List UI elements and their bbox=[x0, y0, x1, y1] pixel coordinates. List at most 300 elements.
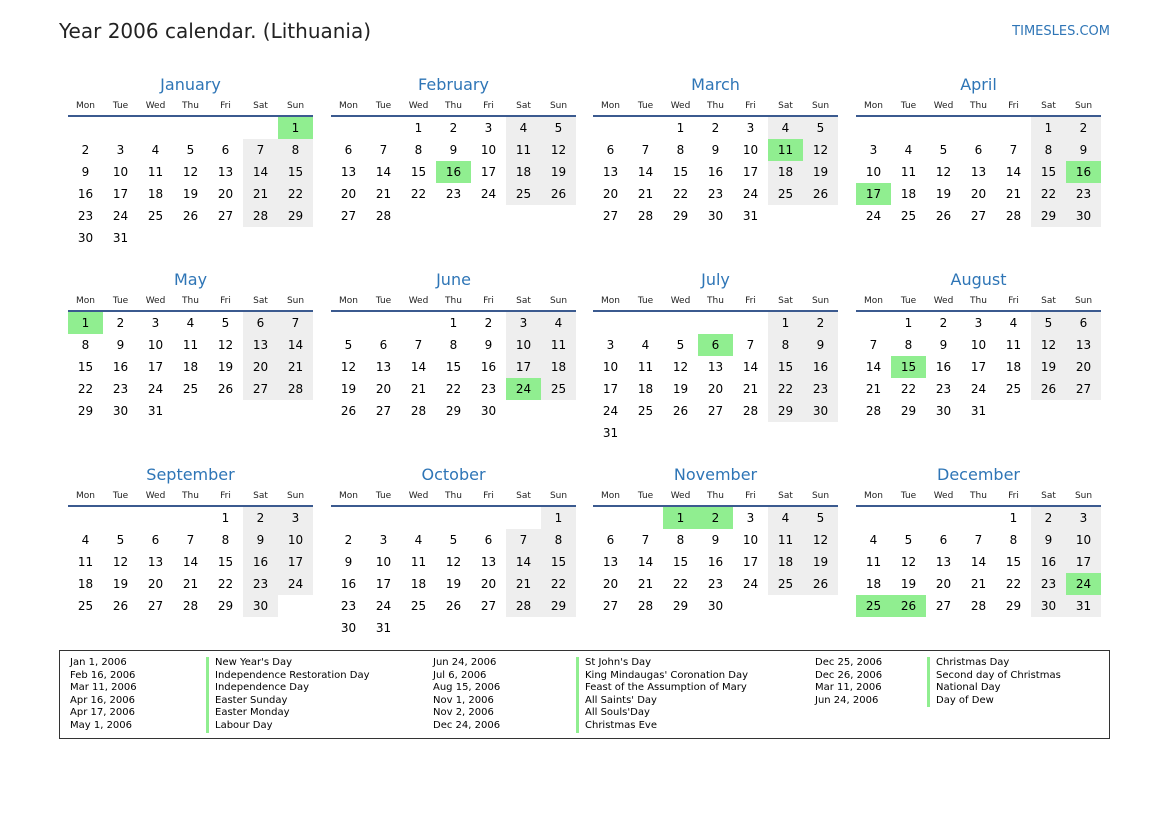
day-cell: 13 bbox=[602, 165, 619, 179]
day-cell: 14 bbox=[637, 555, 654, 569]
day-cell: 18 bbox=[1005, 360, 1022, 374]
weekday-label: Thu bbox=[445, 491, 462, 501]
day-cell: 17 bbox=[742, 555, 759, 569]
day-cell: 14 bbox=[1005, 165, 1022, 179]
weekday-label: Fri bbox=[745, 491, 756, 501]
day-cell: 21 bbox=[637, 577, 654, 591]
day-cell: 3 bbox=[506, 312, 541, 334]
day-grid bbox=[593, 312, 838, 444]
weekday-label: Sun bbox=[286, 296, 305, 306]
day-cell: 1 bbox=[221, 511, 230, 525]
day-cell: 25 bbox=[147, 209, 164, 223]
weekday-label: Sat bbox=[1041, 101, 1056, 111]
day-cell: 22 bbox=[672, 577, 689, 591]
day-cell: 5 bbox=[803, 507, 838, 529]
day-cell: 17 bbox=[742, 165, 759, 179]
day-cell: 22 bbox=[445, 382, 462, 396]
day-cell: 2 bbox=[116, 316, 125, 330]
legend-date: Feb 16, 2006 bbox=[70, 669, 136, 681]
weekday-header bbox=[68, 487, 313, 507]
day-cell: 28 bbox=[1005, 209, 1022, 223]
weekday-header bbox=[856, 97, 1101, 117]
day-cell: 15 bbox=[410, 165, 427, 179]
day-cell: 5 bbox=[939, 143, 948, 157]
day-cell: 27 bbox=[602, 209, 619, 223]
day-cell: 28 bbox=[970, 599, 987, 613]
day-cell: 14 bbox=[970, 555, 987, 569]
weekday-label: Wed bbox=[408, 296, 429, 306]
legend-holiday-name: Labour Day bbox=[206, 720, 370, 733]
legend-name-column bbox=[206, 657, 370, 733]
day-cell: 6 bbox=[939, 533, 948, 547]
day-cell: 4 bbox=[1009, 316, 1018, 330]
day-cell: 17 bbox=[970, 360, 987, 374]
day-cell: 8 bbox=[676, 143, 685, 157]
day-cell: 9 bbox=[116, 338, 125, 352]
day-cell: 13 bbox=[480, 555, 497, 569]
day-cell: 7 bbox=[506, 529, 541, 551]
weekday-label: Sun bbox=[1074, 101, 1093, 111]
weekday-label: Tue bbox=[375, 101, 392, 111]
day-cell: 5 bbox=[344, 338, 353, 352]
day-cell: 26 bbox=[340, 404, 357, 418]
day-cell: 6 bbox=[484, 533, 493, 547]
day-cell: 23 bbox=[935, 382, 952, 396]
day-grid bbox=[68, 117, 313, 249]
day-cell: 3 bbox=[746, 121, 755, 135]
legend-holiday-name: New Year's Day bbox=[206, 657, 370, 670]
weekday-label: Sat bbox=[1041, 491, 1056, 501]
day-cell: 15 bbox=[672, 165, 689, 179]
day-cell: 12 bbox=[803, 139, 838, 161]
legend-date-column bbox=[70, 657, 137, 733]
day-cell: 24 bbox=[865, 209, 882, 223]
site-link[interactable]: TIMESLES.COM bbox=[1012, 24, 1110, 39]
weekday-label: Thu bbox=[445, 296, 462, 306]
month-april bbox=[856, 74, 1101, 249]
day-cell: 6 bbox=[221, 143, 230, 157]
weekday-label: Sat bbox=[253, 296, 268, 306]
day-cell: 10 bbox=[506, 334, 541, 356]
day-cell: 10 bbox=[742, 143, 759, 157]
weekday-label: Tue bbox=[112, 101, 129, 111]
day-cell: 9 bbox=[803, 334, 838, 356]
day-cell: 2 bbox=[1031, 507, 1066, 529]
day-cell: 27 bbox=[935, 599, 952, 613]
legend-date: Jun 24, 2006 bbox=[815, 694, 879, 706]
month-june bbox=[331, 269, 576, 444]
weekday-header bbox=[331, 97, 576, 117]
day-cell: 29 bbox=[217, 599, 234, 613]
month-name: May bbox=[173, 270, 208, 289]
day-cell: 3 bbox=[869, 143, 878, 157]
day-cell: 16 bbox=[803, 356, 838, 378]
legend-date-column bbox=[433, 657, 500, 733]
day-cell: 26 bbox=[541, 183, 576, 205]
day-cell: 14 bbox=[182, 555, 199, 569]
day-cell: 21 bbox=[410, 382, 427, 396]
day-cell: 28 bbox=[278, 378, 313, 400]
day-cell: 8 bbox=[449, 338, 458, 352]
day-cell: 29 bbox=[1005, 599, 1022, 613]
month-name: November bbox=[673, 465, 758, 484]
weekday-label: Wed bbox=[145, 101, 166, 111]
day-cell: 25 bbox=[768, 573, 803, 595]
holiday-day-cell: 24 bbox=[506, 378, 541, 400]
weekday-label: Tue bbox=[637, 491, 654, 501]
day-grid bbox=[331, 312, 576, 444]
day-cell: 19 bbox=[541, 161, 576, 183]
weekday-label: Sat bbox=[516, 101, 531, 111]
day-cell: 20 bbox=[602, 187, 619, 201]
day-cell: 15 bbox=[217, 555, 234, 569]
day-cell: 28 bbox=[742, 404, 759, 418]
day-cell: 11 bbox=[182, 338, 199, 352]
weekday-label: Sat bbox=[778, 491, 793, 501]
day-cell: 13 bbox=[340, 165, 357, 179]
weekday-label: Sat bbox=[253, 101, 268, 111]
day-cell: 26 bbox=[182, 209, 199, 223]
day-cell: 19 bbox=[803, 161, 838, 183]
day-cell: 14 bbox=[506, 551, 541, 573]
day-cell: 25 bbox=[182, 382, 199, 396]
day-cell: 22 bbox=[541, 573, 576, 595]
day-cell: 30 bbox=[935, 404, 952, 418]
day-cell: 8 bbox=[904, 338, 913, 352]
day-cell: 14 bbox=[410, 360, 427, 374]
day-cell: 13 bbox=[147, 555, 164, 569]
day-cell: 17 bbox=[1066, 551, 1101, 573]
day-cell: 21 bbox=[970, 577, 987, 591]
weekday-label: Wed bbox=[408, 491, 429, 501]
month-may bbox=[68, 269, 313, 444]
day-cell: 24 bbox=[147, 382, 164, 396]
day-cell: 2 bbox=[81, 143, 90, 157]
day-cell: 8 bbox=[768, 334, 803, 356]
weekday-label: Fri bbox=[745, 296, 756, 306]
legend-holiday-name: Easter Sunday bbox=[206, 695, 370, 708]
weekday-label: Thu bbox=[707, 491, 724, 501]
holiday-day-cell: 16 bbox=[436, 161, 471, 183]
day-cell: 19 bbox=[900, 577, 917, 591]
weekday-label: Mon bbox=[76, 491, 95, 501]
month-name: July bbox=[701, 270, 730, 289]
holiday-day-cell: 6 bbox=[698, 334, 733, 356]
day-cell: 9 bbox=[711, 533, 720, 547]
day-cell: 22 bbox=[672, 187, 689, 201]
day-cell: 19 bbox=[935, 187, 952, 201]
day-cell: 9 bbox=[1066, 139, 1101, 161]
day-cell: 29 bbox=[672, 209, 689, 223]
day-cell: 13 bbox=[707, 360, 724, 374]
day-cell: 5 bbox=[221, 316, 230, 330]
day-cell: 3 bbox=[1066, 507, 1101, 529]
legend-date: Jul 6, 2006 bbox=[433, 669, 487, 681]
weekday-label: Wed bbox=[670, 296, 691, 306]
day-cell: 20 bbox=[243, 356, 278, 378]
day-cell: 4 bbox=[151, 143, 160, 157]
day-cell: 23 bbox=[77, 209, 94, 223]
day-cell: 8 bbox=[221, 533, 230, 547]
day-cell: 9 bbox=[243, 529, 278, 551]
day-cell: 4 bbox=[768, 117, 803, 139]
month-name: September bbox=[146, 465, 235, 484]
day-cell: 11 bbox=[865, 555, 882, 569]
day-cell: 10 bbox=[1066, 529, 1101, 551]
weekday-label: Mon bbox=[601, 491, 620, 501]
day-cell: 19 bbox=[672, 382, 689, 396]
legend-date: Mar 11, 2006 bbox=[815, 682, 882, 694]
legend-holiday-name: All Souls'Day bbox=[576, 707, 748, 720]
day-cell: 19 bbox=[1031, 356, 1066, 378]
weekday-label: Tue bbox=[637, 296, 654, 306]
weekday-header bbox=[593, 292, 838, 312]
legend-date: Apr 17, 2006 bbox=[70, 707, 136, 719]
day-cell: 28 bbox=[375, 209, 392, 223]
legend-date: May 1, 2006 bbox=[70, 719, 133, 731]
day-cell: 22 bbox=[217, 577, 234, 591]
day-cell: 1 bbox=[1031, 117, 1066, 139]
day-cell: 23 bbox=[112, 382, 129, 396]
month-name: February bbox=[418, 75, 489, 94]
month-name: October bbox=[421, 465, 486, 484]
day-cell: 18 bbox=[768, 161, 803, 183]
day-cell: 18 bbox=[182, 360, 199, 374]
day-cell: 9 bbox=[484, 338, 493, 352]
day-cell: 30 bbox=[77, 231, 94, 245]
month-september bbox=[68, 464, 313, 639]
day-cell: 26 bbox=[935, 209, 952, 223]
day-cell: 10 bbox=[112, 165, 129, 179]
month-name: March bbox=[691, 75, 740, 94]
day-cell: 12 bbox=[672, 360, 689, 374]
day-cell: 13 bbox=[217, 165, 234, 179]
day-cell: 15 bbox=[1031, 161, 1066, 183]
day-cell: 5 bbox=[904, 533, 913, 547]
day-cell: 3 bbox=[606, 338, 615, 352]
day-cell: 13 bbox=[602, 555, 619, 569]
day-cell: 27 bbox=[217, 209, 234, 223]
day-cell: 8 bbox=[1009, 533, 1018, 547]
day-cell: 4 bbox=[414, 533, 423, 547]
day-cell: 11 bbox=[77, 555, 94, 569]
weekday-label: Tue bbox=[375, 491, 392, 501]
day-cell: 14 bbox=[742, 360, 759, 374]
day-cell: 1 bbox=[541, 507, 576, 529]
day-cell: 27 bbox=[147, 599, 164, 613]
day-cell: 15 bbox=[541, 551, 576, 573]
weekday-header bbox=[331, 292, 576, 312]
day-cell: 13 bbox=[375, 360, 392, 374]
day-cell: 21 bbox=[182, 577, 199, 591]
day-cell: 6 bbox=[606, 533, 615, 547]
weekday-label: Sat bbox=[253, 491, 268, 501]
legend-holiday-name: Feast of the Assumption of Mary bbox=[576, 682, 748, 695]
weekday-label: Fri bbox=[220, 491, 231, 501]
weekday-label: Tue bbox=[900, 296, 917, 306]
holiday-day-cell: 2 bbox=[698, 507, 733, 529]
day-cell: 3 bbox=[484, 121, 493, 135]
day-cell: 14 bbox=[243, 161, 278, 183]
day-cell: 24 bbox=[375, 599, 392, 613]
day-cell: 2 bbox=[939, 316, 948, 330]
day-cell: 11 bbox=[1005, 338, 1022, 352]
day-cell: 24 bbox=[112, 209, 129, 223]
day-cell: 15 bbox=[278, 161, 313, 183]
day-cell: 28 bbox=[506, 595, 541, 617]
day-cell: 23 bbox=[707, 187, 724, 201]
weekday-label: Fri bbox=[1008, 296, 1019, 306]
day-cell: 27 bbox=[707, 404, 724, 418]
weekday-label: Thu bbox=[182, 101, 199, 111]
day-cell: 30 bbox=[1066, 205, 1101, 227]
weekday-header bbox=[856, 292, 1101, 312]
day-cell: 30 bbox=[707, 599, 724, 613]
legend-date: Mar 11, 2006 bbox=[70, 682, 137, 694]
day-cell: 30 bbox=[803, 400, 838, 422]
day-cell: 4 bbox=[904, 143, 913, 157]
day-cell: 23 bbox=[480, 382, 497, 396]
day-cell: 2 bbox=[1066, 117, 1101, 139]
day-cell: 4 bbox=[768, 507, 803, 529]
weekday-label: Wed bbox=[145, 296, 166, 306]
day-cell: 14 bbox=[278, 334, 313, 356]
day-cell: 2 bbox=[711, 121, 720, 135]
day-cell: 8 bbox=[278, 139, 313, 161]
weekday-label: Sun bbox=[549, 491, 568, 501]
day-cell: 29 bbox=[541, 595, 576, 617]
holiday-day-cell: 1 bbox=[663, 507, 698, 529]
day-cell: 7 bbox=[379, 143, 388, 157]
legend-date: Dec 26, 2006 bbox=[815, 669, 883, 681]
day-cell: 9 bbox=[449, 143, 458, 157]
weekday-label: Thu bbox=[182, 296, 199, 306]
day-cell: 1 bbox=[1009, 511, 1018, 525]
day-cell: 27 bbox=[970, 209, 987, 223]
day-cell: 29 bbox=[77, 404, 94, 418]
month-july bbox=[593, 269, 838, 444]
day-cell: 17 bbox=[480, 165, 497, 179]
day-cell: 16 bbox=[77, 187, 94, 201]
legend-holiday-name: Christmas Day bbox=[927, 657, 1061, 670]
day-cell: 22 bbox=[77, 382, 94, 396]
day-cell: 23 bbox=[1066, 183, 1101, 205]
legend-holiday-name: Easter Monday bbox=[206, 707, 370, 720]
day-cell: 26 bbox=[803, 573, 838, 595]
weekday-header bbox=[856, 487, 1101, 507]
day-cell: 3 bbox=[151, 316, 160, 330]
legend-holiday-name: National Day bbox=[927, 682, 1061, 695]
month-march bbox=[593, 74, 838, 249]
day-cell: 28 bbox=[865, 404, 882, 418]
weekday-label: Tue bbox=[637, 101, 654, 111]
weekday-header bbox=[593, 487, 838, 507]
day-cell: 23 bbox=[243, 573, 278, 595]
day-cell: 10 bbox=[742, 533, 759, 547]
day-cell: 7 bbox=[746, 338, 755, 352]
weekday-label: Wed bbox=[670, 491, 691, 501]
day-cell: 2 bbox=[803, 312, 838, 334]
legend-date: Aug 15, 2006 bbox=[433, 682, 501, 694]
day-cell: 31 bbox=[742, 209, 759, 223]
weekday-label: Mon bbox=[76, 296, 95, 306]
month-name: December bbox=[937, 465, 1020, 484]
day-cell: 19 bbox=[217, 360, 234, 374]
weekday-label: Tue bbox=[900, 101, 917, 111]
day-cell: 2 bbox=[344, 533, 353, 547]
weekday-label: Fri bbox=[220, 296, 231, 306]
day-cell: 24 bbox=[602, 404, 619, 418]
day-grid bbox=[331, 507, 576, 639]
day-cell: 20 bbox=[340, 187, 357, 201]
day-cell: 14 bbox=[637, 165, 654, 179]
day-cell: 17 bbox=[375, 577, 392, 591]
day-cell: 23 bbox=[803, 378, 838, 400]
day-cell: 6 bbox=[243, 312, 278, 334]
month-november bbox=[593, 464, 838, 639]
day-cell: 11 bbox=[410, 555, 427, 569]
day-cell: 26 bbox=[1031, 378, 1066, 400]
day-cell: 11 bbox=[637, 360, 654, 374]
day-cell: 30 bbox=[340, 621, 357, 635]
day-grid bbox=[68, 312, 313, 444]
day-cell: 31 bbox=[602, 426, 619, 440]
weekday-label: Sun bbox=[1074, 296, 1093, 306]
holiday-day-cell: 24 bbox=[1066, 573, 1101, 595]
day-cell: 4 bbox=[506, 117, 541, 139]
day-cell: 3 bbox=[379, 533, 388, 547]
weekday-header bbox=[593, 97, 838, 117]
day-cell: 17 bbox=[506, 356, 541, 378]
day-cell: 8 bbox=[676, 533, 685, 547]
day-grid bbox=[331, 117, 576, 249]
day-cell: 28 bbox=[410, 404, 427, 418]
weekday-label: Mon bbox=[76, 101, 95, 111]
day-cell: 7 bbox=[641, 143, 650, 157]
day-cell: 11 bbox=[506, 139, 541, 161]
day-cell: 14 bbox=[865, 360, 882, 374]
day-cell: 9 bbox=[939, 338, 948, 352]
day-cell: 18 bbox=[865, 577, 882, 591]
day-cell: 25 bbox=[506, 183, 541, 205]
day-cell: 3 bbox=[746, 511, 755, 525]
day-cell: 25 bbox=[900, 209, 917, 223]
day-cell: 16 bbox=[707, 555, 724, 569]
day-cell: 20 bbox=[602, 577, 619, 591]
day-cell: 27 bbox=[480, 599, 497, 613]
day-cell: 5 bbox=[676, 338, 685, 352]
day-cell: 1 bbox=[768, 312, 803, 334]
weekday-label: Mon bbox=[339, 296, 358, 306]
day-cell: 26 bbox=[217, 382, 234, 396]
day-cell: 26 bbox=[672, 404, 689, 418]
weekday-label: Fri bbox=[483, 101, 494, 111]
day-cell: 11 bbox=[900, 165, 917, 179]
weekday-label: Sun bbox=[1074, 491, 1093, 501]
day-cell: 19 bbox=[803, 551, 838, 573]
day-cell: 10 bbox=[278, 529, 313, 551]
weekday-label: Wed bbox=[408, 101, 429, 111]
day-cell: 27 bbox=[340, 209, 357, 223]
day-cell: 29 bbox=[278, 205, 313, 227]
day-cell: 21 bbox=[865, 382, 882, 396]
day-cell: 1 bbox=[414, 121, 423, 135]
day-cell: 15 bbox=[672, 555, 689, 569]
day-cell: 18 bbox=[410, 577, 427, 591]
month-name: April bbox=[960, 75, 997, 94]
legend-holiday-name: Independence Day bbox=[206, 682, 370, 695]
day-cell: 21 bbox=[278, 356, 313, 378]
